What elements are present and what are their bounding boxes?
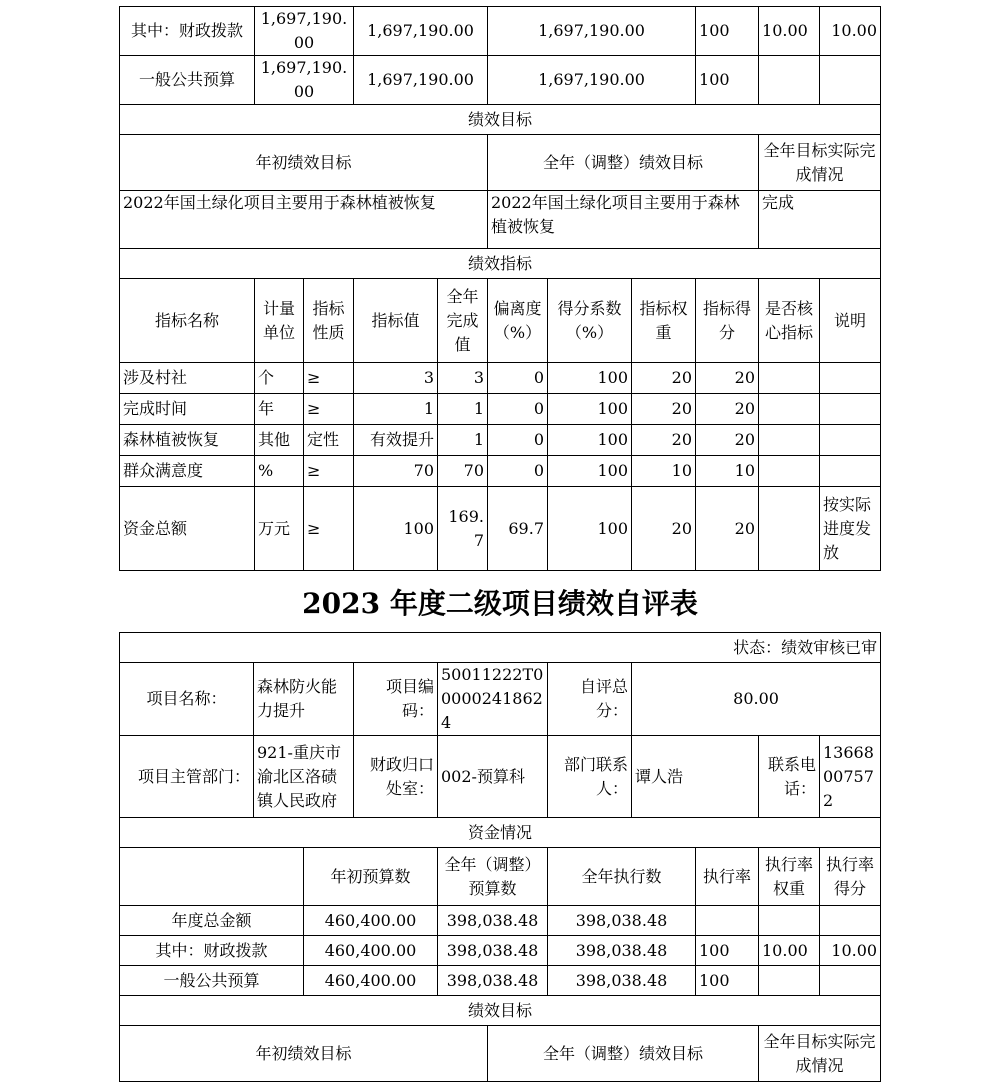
funding-executed: 398,038.48 [548, 966, 696, 996]
col-header: 是否核心指标 [759, 279, 820, 363]
indicator-weight: 20 [632, 425, 696, 456]
col-header: 指标名称 [120, 279, 255, 363]
funding-label: 年度总金额 [120, 906, 304, 936]
indicator-weight: 10 [632, 456, 696, 487]
indicator-coef: 100 [548, 456, 632, 487]
col-header: 偏离度（%） [488, 279, 548, 363]
funding-adjusted: 398,038.48 [438, 906, 548, 936]
section-header-goals: 绩效目标 [120, 105, 881, 135]
indicator-deviation: 0 [488, 394, 548, 425]
funding-weight [759, 906, 820, 936]
goal-header-actual: 全年目标实际完成情况 [759, 1026, 881, 1082]
funding-label: 一般公共预算 [120, 966, 304, 996]
indicator-row [120, 456, 881, 487]
funding-executed: 1,697,190.00 [488, 56, 696, 105]
goal-initial: 2022年国土绿化项目主要用于森林植被恢复 [120, 191, 488, 249]
funding-initial: 460,400.00 [304, 936, 438, 966]
indicator-score: 10 [696, 456, 759, 487]
indicator-deviation: 69.7 [488, 487, 548, 571]
funding-header-executed: 全年执行数 [548, 848, 696, 906]
funding-header-rate: 执行率 [696, 848, 759, 906]
funding-score [820, 56, 881, 105]
funding-rate: 100 [696, 966, 759, 996]
indicator-value: 100 [354, 487, 438, 571]
project-code-label: 项目编码： [354, 663, 438, 736]
goal-actual: 完成 [759, 191, 881, 249]
funding-weight: 10.00 [759, 936, 820, 966]
funding-label: 一般公共预算 [120, 56, 255, 105]
funding-header-blank [120, 848, 304, 906]
col-header: 指标性质 [304, 279, 354, 363]
phone-label: 联系电话： [759, 736, 820, 818]
indicator-deviation: 0 [488, 425, 548, 456]
indicator-deviation: 0 [488, 363, 548, 394]
funding-score: 10.00 [820, 936, 881, 966]
dept-value: 921-重庆市渝北区洛碛镇人民政府 [254, 736, 354, 818]
funding-row [120, 7, 881, 56]
funding-row [120, 56, 881, 105]
phone-value: 13668007572 [820, 736, 881, 818]
funding-rate [696, 906, 759, 936]
indicator-done: 1 [438, 394, 488, 425]
project-code: 50011222T000002418624 [438, 663, 548, 736]
indicator-done: 3 [438, 363, 488, 394]
indicator-coef: 100 [548, 425, 632, 456]
indicator-unit: 个 [255, 363, 304, 394]
col-header: 指标得分 [696, 279, 759, 363]
indicator-deviation: 0 [488, 456, 548, 487]
funding-weight [759, 966, 820, 996]
funding-rate: 100 [696, 7, 759, 56]
indicator-nature: ≥ [304, 394, 354, 425]
funding-header-weight: 执行率权重 [759, 848, 820, 906]
indicator-row [120, 487, 881, 571]
col-header: 指标权重 [632, 279, 696, 363]
status-text: 状态：绩效审核已审 [120, 633, 881, 663]
indicator-done: 169.7 [438, 487, 488, 571]
funding-weight: 10.00 [759, 7, 820, 56]
indicator-note: 按实际进度发放 [820, 487, 881, 571]
indicator-nature: ≥ [304, 487, 354, 571]
indicator-value: 1 [354, 394, 438, 425]
indicator-nature: ≥ [304, 363, 354, 394]
funding-label: 其中：财政拨款 [120, 7, 255, 56]
goal-header-actual: 全年目标实际完成情况 [759, 135, 881, 191]
indicator-name: 群众满意度 [120, 456, 255, 487]
funding-header-row [120, 848, 881, 906]
col-header: 指标值 [354, 279, 438, 363]
funding-initial: 460,400.00 [304, 906, 438, 936]
funding-initial: 1,697,190.00 [255, 7, 354, 56]
funding-weight [759, 56, 820, 105]
page-title: 2023 年度二级项目绩效自评表 [302, 587, 698, 620]
indicator-core [759, 456, 820, 487]
project-name: 森林防火能力提升 [254, 663, 354, 736]
funding-score [820, 906, 881, 936]
indicator-unit: 其他 [255, 425, 304, 456]
contact-value: 谭人浩 [632, 736, 759, 818]
indicator-core [759, 394, 820, 425]
indicator-score: 20 [696, 363, 759, 394]
finance-office-value: 002-预算科 [438, 736, 548, 818]
col-header: 计量单位 [255, 279, 304, 363]
funding-score [820, 966, 881, 996]
funding-header-adjusted: 全年（调整）预算数 [438, 848, 548, 906]
indicator-coef: 100 [548, 487, 632, 571]
indicator-nature: 定性 [304, 425, 354, 456]
indicator-name: 涉及村社 [120, 363, 255, 394]
indicator-weight: 20 [632, 363, 696, 394]
funding-adjusted: 1,697,190.00 [354, 7, 488, 56]
indicator-coef: 100 [548, 394, 632, 425]
indicator-note [820, 363, 881, 394]
indicator-coef: 100 [548, 363, 632, 394]
indicator-value: 3 [354, 363, 438, 394]
indicator-weight: 20 [632, 394, 696, 425]
indicator-nature: ≥ [304, 456, 354, 487]
goal-header-adjusted: 全年（调整）绩效目标 [488, 1026, 759, 1082]
indicator-note [820, 425, 881, 456]
indicator-header-row [120, 279, 881, 363]
goal-header-initial: 年初绩效目标 [120, 1026, 488, 1082]
indicator-name: 完成时间 [120, 394, 255, 425]
indicator-note [820, 456, 881, 487]
goal-header-adjusted: 全年（调整）绩效目标 [488, 135, 759, 191]
funding-adjusted: 398,038.48 [438, 936, 548, 966]
col-header: 全年完成值 [438, 279, 488, 363]
indicator-unit: % [255, 456, 304, 487]
dept-label: 项目主管部门： [120, 736, 254, 818]
indicator-unit: 年 [255, 394, 304, 425]
project-name-label: 项目名称： [120, 663, 254, 736]
indicator-row [120, 425, 881, 456]
funding-rate: 100 [696, 936, 759, 966]
self-score-label: 自评总分： [548, 663, 632, 736]
col-header: 得分系数（%） [548, 279, 632, 363]
section-header-goals: 绩效目标 [120, 996, 881, 1026]
indicator-note [820, 394, 881, 425]
indicator-value: 有效提升 [354, 425, 438, 456]
self-score: 80.00 [632, 663, 881, 736]
funding-rate: 100 [696, 56, 759, 105]
funding-row [120, 936, 881, 966]
funding-score: 10.00 [820, 7, 881, 56]
contact-label: 部门联系人： [548, 736, 632, 818]
funding-header-score: 执行率得分 [820, 848, 881, 906]
section-header-funding: 资金情况 [120, 818, 881, 848]
indicator-core [759, 363, 820, 394]
goal-header-initial: 年初绩效目标 [120, 135, 488, 191]
funding-executed: 398,038.48 [548, 906, 696, 936]
funding-executed: 1,697,190.00 [488, 7, 696, 56]
table-2023 [119, 632, 881, 1082]
funding-initial: 1,697,190.00 [255, 56, 354, 105]
indicator-score: 20 [696, 487, 759, 571]
section-header-indicators: 绩效指标 [120, 249, 881, 279]
funding-adjusted: 1,697,190.00 [354, 56, 488, 105]
funding-executed: 398,038.48 [548, 936, 696, 966]
indicator-name: 资金总额 [120, 487, 255, 571]
funding-row [120, 966, 881, 996]
indicator-row [120, 394, 881, 425]
goal-adjusted: 2022年国土绿化项目主要用于森林植被恢复 [488, 191, 759, 249]
indicator-weight: 20 [632, 487, 696, 571]
col-header: 说明 [820, 279, 881, 363]
indicator-core [759, 425, 820, 456]
indicator-name: 森林植被恢复 [120, 425, 255, 456]
indicator-done: 1 [438, 425, 488, 456]
finance-office-label: 财政归口处室： [354, 736, 438, 818]
table-2022-continuation [119, 6, 881, 571]
indicator-score: 20 [696, 425, 759, 456]
indicator-value: 70 [354, 456, 438, 487]
indicator-done: 70 [438, 456, 488, 487]
funding-adjusted: 398,038.48 [438, 966, 548, 996]
funding-label: 其中：财政拨款 [120, 936, 304, 966]
funding-header-initial: 年初预算数 [304, 848, 438, 906]
funding-initial: 460,400.00 [304, 966, 438, 996]
funding-row [120, 906, 881, 936]
indicator-core [759, 487, 820, 571]
indicator-score: 20 [696, 394, 759, 425]
indicator-row [120, 363, 881, 394]
indicator-unit: 万元 [255, 487, 304, 571]
